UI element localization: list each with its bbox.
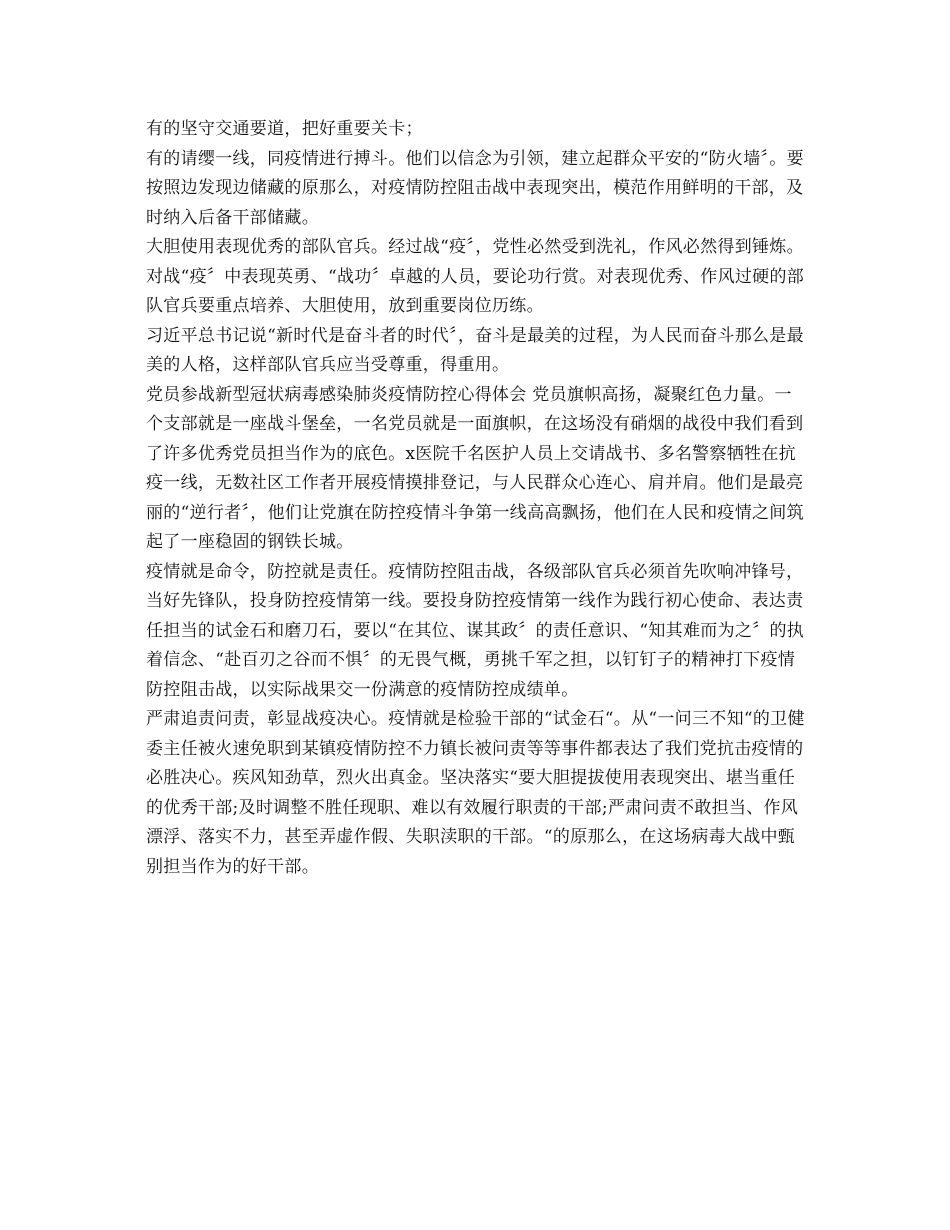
paragraph: 疫情就是命令，防控就是责任。疫情防控阻击战，各级部队官兵必须首先吹响冲锋号，当好先锋队，投身防控疫情第一线。要投身防控疫情第一线作为践行初心使命、表达责任担当的试金石和磨刀石，要以“在其位、谋其政〞的责任意识、“知其难而为之〞的执着信念、“赴百刃之谷而不惧〞的无畏气概，勇挑千军之担，以钉钉子的精神打下疫情防控阻击战，以实际战果交一份满意的疫情防控成绩单。 [146,561,805,700]
paragraph: 有的坚守交通要道，把好重要关卡； [146,119,423,139]
paragraph: 习近平总书记说“新时代是奋斗者的时代〞，奋斗是最美的过程，为人民而奋斗那么是最美的人格，这样部队官兵应当受尊重，得重用。 [146,325,804,375]
paragraph: 党员参战新型冠状病毒感染肺炎疫情防控心得体会 党员旗帜高扬，凝聚红色力量。一个支部就是一座战斗堡垒，一名党员就是一面旗帜，在这场没有硝烟的战役中我们看到了许多优秀党员担当作为的底色。x医院千名医护人员上交请战书、多名警察牺牲在抗疫一线，无数社区工作者开展疫情摸排登记，与人民群众心连心、肩并肩。他们是最亮丽的“逆行者〞，他们让党旗在防控疫情斗争第一线高高飘扬，他们在人民和疫情之间筑起了一座稳固的钢铁长城。 [146,384,804,552]
paragraph: 大胆使用表现优秀的部队官兵。经过战“疫〞，党性必然受到洗礼，作风必然得到锤炼。对战“疫〞中表现英勇、“战功〞卓越的人员，要论功行赏。对表现优秀、作风过硬的部队官兵要重点培养、大胆使用，放到重要岗位历练。 [146,237,805,316]
document-body [146,115,808,882]
paragraph: 严肃追责问责，彰显战疫决心。疫情就是检验干部的“试金石“。从“一问三不知“的卫健委主任被火速免职到某镇疫情防控不力镇长被问责等等事件都表达了我们党抗击疫情的必胜决心。疾风知劲草，烈火出真金。坚决落实“要大胆提拔使用表现突出、堪当重任的优秀干部;及时调整不胜任现职、难以有效履行职责的干部;严肃问责不敢担当、作风漂浮、落实不力，甚至弄虚作假、失职渎职的干部。“的原那么，在这场病毒大战中甄别担当作为的好干部。 [146,709,805,877]
paragraph: 有的请缨一线，同疫情进行搏斗。他们以信念为引领，建立起群众平安的“防火墙〞。要按照边发现边储藏的原那么，对疫情防控阻击战中表现突出，模范作用鲜明的干部，及时纳入后备干部储藏。 [146,148,804,228]
